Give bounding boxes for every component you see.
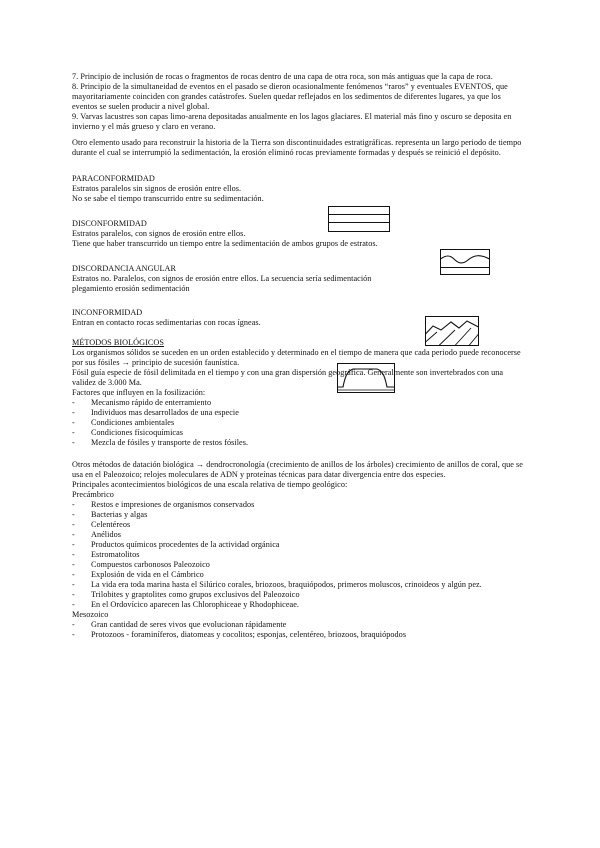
- section-inconformidad: [72, 308, 372, 328]
- section-paraconformidad: [72, 174, 332, 204]
- bio-paragraph-1: Los organismos sólidos se suceden en un orden establecido y determinado en el tiempo de manera que cada periodo puede reconocerse por sus fósiles → principio de sucesión faunística.: [72, 348, 521, 367]
- list-item: - Condiciones físicoquímicas: [72, 428, 527, 438]
- section-title: DISCORDANCIA ANGULAR: [72, 264, 177, 273]
- list-item: - Compuestos carbonosos Paleozoico: [72, 560, 527, 570]
- bio-paragraph-2: Fósil guía especie de fósil delimitada en el tiempo y con una gran dispersión geográfica. Generalmente son invertebrados con una validez de 3.000 Ma.: [72, 368, 504, 387]
- list-item: - Protozoos - foraminíferos, diatomeas y cocolitos; esponjas, celentéreo, briozoos, braquiópodos: [72, 630, 527, 640]
- events-label: Principales acontecimientos biológicos de una escala relativa de tiempo geológico:: [72, 480, 348, 489]
- section-line: Entran en contacto rocas sedimentarias con rocas ígneas.: [72, 318, 261, 327]
- paraconformidad-diagram: [328, 206, 390, 232]
- list-item: - Explosión de vida en el Cámbrico: [72, 570, 527, 580]
- mesozoico-label: Mesozoico: [72, 610, 109, 619]
- other-methods-paragraph: Otros métodos de datación biológica → dendrocronología (crecimiento de anillos de los árboles) crecimiento de anillos de coral, que se usa en el Paleozoico; relojes moleculares de ADN y proteínas técnicas para datar divergencia entre dos especies.: [72, 460, 523, 479]
- principle-9: 9. Varvas lacustres son capas limo-arena depositadas anualmente en los lagos glaciares. El material más fino y oscuro se deposita en invierno y el más grueso y claro en verano.: [72, 112, 512, 131]
- section-title: PARACONFORMIDAD: [72, 174, 155, 183]
- list-item: - Productos químicos procedentes de la actividad orgánica: [72, 540, 527, 550]
- precambrico-label: Precámbrico: [72, 490, 114, 499]
- disconformidad-diagram: [440, 249, 490, 275]
- list-item: - Gran cantidad de seres vivos que evolucionan rápidamente: [72, 620, 527, 630]
- bio-heading: MÉTODOS BIOLÓGICOS: [72, 338, 164, 347]
- list-item: - Estromatolitos: [72, 550, 527, 560]
- list-item: - Mecanismo rápido de enterramiento: [72, 398, 527, 408]
- list-item: - Condiciones ambientales: [72, 418, 527, 428]
- list-item: - Celentéreos: [72, 520, 527, 530]
- section-line: Estratos no. Paralelos, con signos de erosión entre ellos. La secuencia sería sedimentación: [72, 274, 372, 283]
- precambrico-list: [72, 500, 527, 610]
- section-title: DISCONFORMIDAD: [72, 219, 147, 228]
- list-item: - Mezcla de fósiles y transporte de restos fósiles.: [72, 438, 527, 448]
- inconformidad-diagram: [337, 363, 395, 393]
- mesozoico-list: [72, 620, 527, 640]
- intro-paragraph: Otro elemento usado para reconstruir la historia de la Tierra son discontinuidades estratigráficas. representa un largo periodo de tiempo durante el cual se interrumpió la sedimentación, la erosión eliminó rocas previamente formadas y después se reinició el depósito.: [72, 138, 522, 157]
- section-discordancia-angular: [72, 264, 382, 294]
- section-line: Estratos paralelos sin signos de erosión entre ellos.: [72, 184, 242, 193]
- section-line: Tiene que haber transcurrido un tiempo entre la sedimentación de ambos grupos de estratos.: [72, 239, 378, 248]
- principle-8: 8. Principio de la simultaneidad de eventos en el pasado se dieron ocasionalmente fenómenos “raros” y eventuales EVENTOS, que mayoritariamente coinciden con grandes catástrofes. Suelen quedar reflejados en los sedimentos de diferentes lugares, ya que los eventos se suelen producir a nivel global.: [72, 82, 508, 111]
- section-line: Estratos paralelos, con signos de erosión entre ellos.: [72, 229, 246, 238]
- list-item: - Restos e impresiones de organismos conservados: [72, 500, 527, 510]
- list-item: - En el Ordovícico aparecen las Chlorophiceae y Rhodophiceae.: [72, 600, 527, 610]
- factors-label: Factores que influyen en la fosilización:: [72, 388, 206, 397]
- section-line: No se sabe el tiempo transcurrido entre su sedimentación.: [72, 194, 264, 203]
- list-item: - Trilobites y graptolites como grupos exclusivos del Paleozoico: [72, 590, 527, 600]
- section-line: plegamiento erosión sedimentación: [72, 284, 190, 293]
- principle-7: 7. Principio de inclusión de rocas o fragmentos de rocas dentro de una capa de otra roca, son más antiguas que la capa de roca.: [72, 72, 493, 81]
- list-item: - Anélidos: [72, 530, 527, 540]
- document-page: [72, 72, 527, 640]
- section-title: INCONFORMIDAD: [72, 308, 143, 317]
- list-item: - Bacterias y algas: [72, 510, 527, 520]
- list-item: - La vida era toda marina hasta el Silúrico corales, briozoos, braquiópodos, primeros moluscos, crinoideos y algún pez.: [72, 580, 527, 590]
- factors-list: [72, 398, 527, 448]
- discordancia-angular-diagram: [425, 316, 479, 346]
- list-item: - Individuos mas desarrollados de una especie: [72, 408, 527, 418]
